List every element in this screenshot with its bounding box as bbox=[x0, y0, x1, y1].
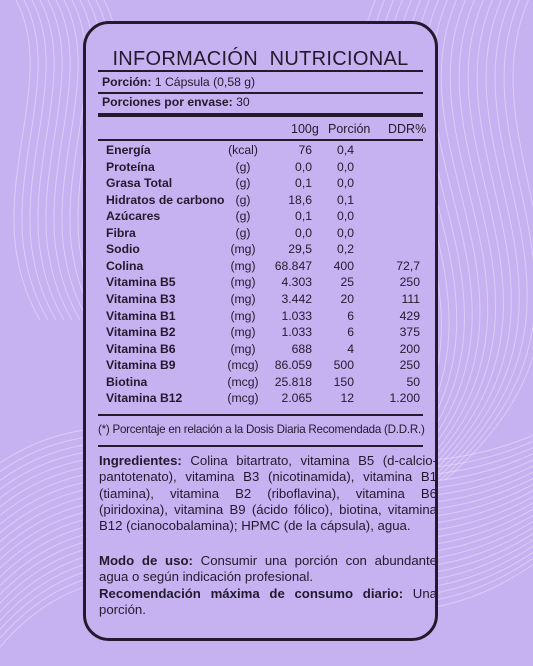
nutrient-value-100g: 688 bbox=[291, 341, 312, 356]
nutrient-row bbox=[86, 259, 435, 276]
nutrient-unit: (kcal) bbox=[228, 143, 258, 157]
serving-size-line bbox=[102, 75, 255, 89]
nutrient-row bbox=[86, 375, 435, 392]
nutrition-label-card bbox=[83, 21, 438, 641]
nutrient-value-100g: 76 bbox=[298, 143, 312, 157]
servings-label: Porciones por envase: bbox=[102, 95, 233, 109]
nutrient-value-portion: 0,0 bbox=[337, 209, 354, 224]
nutrient-value-portion: 0,0 bbox=[337, 225, 354, 240]
serving-size-label: Porción: bbox=[102, 75, 152, 89]
nutrient-row bbox=[86, 275, 435, 292]
nutrient-unit: (mg) bbox=[230, 341, 256, 356]
nutrient-value-ddr: 72,7 bbox=[396, 258, 420, 273]
nutrient-unit: (mg) bbox=[230, 291, 256, 306]
nutrient-unit: (mcg) bbox=[227, 358, 259, 373]
column-header-portion: Porción bbox=[328, 122, 371, 136]
nutrient-unit: (mg) bbox=[230, 258, 256, 273]
usage-paragraph bbox=[99, 553, 437, 586]
nutrient-name: Biotina bbox=[106, 374, 148, 389]
nutrient-value-ddr: 1.200 bbox=[389, 391, 420, 406]
nutrient-value-portion: 12 bbox=[340, 391, 354, 406]
nutrient-unit: (g) bbox=[235, 176, 251, 191]
divider-rule-thick bbox=[98, 113, 423, 117]
nutrient-row bbox=[86, 342, 435, 359]
nutrient-value-portion: 25 bbox=[340, 275, 354, 290]
nutrient-value-100g: 0,0 bbox=[295, 159, 312, 174]
nutrient-value-100g: 1.033 bbox=[281, 325, 312, 340]
nutrient-unit: (mg) bbox=[230, 308, 256, 323]
ddr-footnote: (*) Porcentaje en relación a la Dosis Diaria Recomendada (D.D.R.) bbox=[98, 423, 425, 436]
label-title: INFORMACIÓN NUTRICIONAL bbox=[112, 48, 409, 70]
nutrient-name: Sodio bbox=[106, 242, 140, 257]
nutrient-name: Vitamina B6 bbox=[106, 341, 176, 356]
nutrient-name: Vitamina B5 bbox=[106, 275, 176, 290]
nutrient-value-portion: 4 bbox=[347, 341, 354, 356]
divider-rule bbox=[98, 445, 423, 447]
nutrient-value-portion: 20 bbox=[340, 291, 354, 306]
nutrient-value-ddr: 250 bbox=[399, 358, 420, 373]
nutrient-value-100g: 3.442 bbox=[281, 291, 312, 306]
nutrient-value-100g: 86.059 bbox=[274, 358, 312, 373]
servings-value: 30 bbox=[236, 95, 250, 109]
nutrient-value-ddr: 50 bbox=[406, 374, 420, 389]
nutrient-unit: (g) bbox=[235, 225, 251, 240]
nutrient-row bbox=[86, 143, 435, 160]
nutrient-row bbox=[86, 176, 435, 193]
nutrient-value-100g: 25.818 bbox=[274, 374, 312, 389]
nutrient-name: Vitamina B2 bbox=[106, 325, 176, 340]
column-header-ddr: DDR% bbox=[388, 122, 427, 136]
nutrient-unit: (mcg) bbox=[227, 391, 259, 406]
nutrient-unit: (g) bbox=[235, 159, 251, 174]
column-header-100g: 100g bbox=[291, 122, 319, 136]
divider-rule bbox=[98, 139, 423, 141]
nutrient-unit: (g) bbox=[235, 192, 251, 207]
nutrient-value-100g: 29,5 bbox=[288, 242, 312, 257]
nutrient-value-ddr: 250 bbox=[399, 275, 420, 290]
nutrient-unit: (g) bbox=[235, 209, 251, 224]
usage-text: Consumir una porción con abundante agua o según indicación profesional. bbox=[99, 553, 437, 585]
nutrient-unit: (mg) bbox=[230, 275, 256, 290]
nutrient-value-100g: 0,1 bbox=[295, 176, 312, 191]
max-daily-heading: Recomendación máxima de consumo diario: bbox=[99, 586, 404, 601]
nutrient-name: Vitamina B9 bbox=[106, 358, 176, 373]
ingredients-paragraph bbox=[99, 453, 437, 534]
servings-per-container-line bbox=[102, 95, 250, 109]
nutrient-name: Energía bbox=[106, 143, 151, 157]
nutrient-row bbox=[86, 358, 435, 375]
nutrient-value-portion: 0,0 bbox=[337, 159, 354, 174]
nutrient-value-portion: 0,2 bbox=[337, 242, 354, 257]
nutrient-unit: (mcg) bbox=[227, 374, 259, 389]
nutrient-value-portion: 0,0 bbox=[337, 176, 354, 191]
nutrient-name: Vitamina B1 bbox=[106, 308, 176, 323]
nutrient-value-100g: 2.065 bbox=[281, 391, 312, 406]
nutrient-row bbox=[86, 391, 435, 408]
nutrient-value-100g: 0,1 bbox=[295, 209, 312, 224]
serving-size-value: 1 Cápsula (0,58 g) bbox=[154, 75, 256, 89]
nutrient-value-portion: 500 bbox=[333, 358, 354, 373]
usage-heading: Modo de uso: bbox=[99, 553, 193, 568]
nutrient-name: Colina bbox=[106, 258, 144, 273]
nutrient-name: Proteína bbox=[106, 159, 155, 174]
nutrient-value-portion: 0,4 bbox=[337, 143, 354, 157]
max-daily-text: Una porción. bbox=[99, 586, 437, 618]
nutrient-row bbox=[86, 325, 435, 342]
nutrient-row bbox=[86, 160, 435, 177]
divider-rule bbox=[98, 414, 423, 416]
divider-rule bbox=[98, 92, 423, 94]
nutrient-name: Vitamina B12 bbox=[106, 391, 183, 406]
nutrient-value-ddr: 200 bbox=[399, 341, 420, 356]
nutrient-value-portion: 0,1 bbox=[337, 192, 354, 207]
nutrient-value-100g: 1.033 bbox=[281, 308, 312, 323]
nutrient-row bbox=[86, 309, 435, 326]
ingredients-text: Colina bitartrato, vitamina B5 (d-calcio-pantotenato), vitamina B3 (nicotinamida), vitamina B1 (tiamina), vitamina B2 (riboflavina), vitamina B6 (piridoxina), vitamina B9 (ácido fólico), biotina, vitamina B12 (cianocobalamina); HPMC (de la cápsula), agua. bbox=[99, 453, 437, 534]
nutrient-value-100g: 18,6 bbox=[288, 192, 312, 207]
nutrient-name: Fibra bbox=[106, 225, 136, 240]
nutrient-value-100g: 68.847 bbox=[274, 258, 312, 273]
nutrient-value-portion: 6 bbox=[347, 308, 354, 323]
nutrient-name: Hidratos de carbono bbox=[106, 192, 225, 207]
nutrient-value-100g: 0,0 bbox=[295, 225, 312, 240]
nutrient-value-ddr: 111 bbox=[401, 291, 420, 306]
nutrient-row bbox=[86, 193, 435, 210]
max-daily-paragraph bbox=[99, 586, 437, 619]
nutrient-value-ddr: 429 bbox=[399, 308, 420, 323]
nutrient-value-portion: 6 bbox=[347, 325, 354, 340]
nutrient-unit: (mg) bbox=[230, 242, 256, 257]
ingredients-heading: Ingredientes: bbox=[99, 453, 182, 468]
nutrient-value-100g: 4.303 bbox=[281, 275, 312, 290]
nutrient-value-portion: 150 bbox=[333, 374, 354, 389]
nutrient-row bbox=[86, 292, 435, 309]
nutrient-name: Grasa Total bbox=[106, 176, 173, 191]
nutrient-unit: (mg) bbox=[230, 325, 256, 340]
nutrient-value-portion: 400 bbox=[333, 258, 354, 273]
nutrient-name: Vitamina B3 bbox=[106, 291, 176, 306]
nutrient-row bbox=[86, 242, 435, 259]
divider-rule bbox=[98, 70, 423, 72]
nutrient-name: Azúcares bbox=[106, 209, 161, 224]
nutrient-value-ddr: 375 bbox=[399, 325, 420, 340]
nutrient-row bbox=[86, 209, 435, 226]
nutrient-row bbox=[86, 226, 435, 243]
